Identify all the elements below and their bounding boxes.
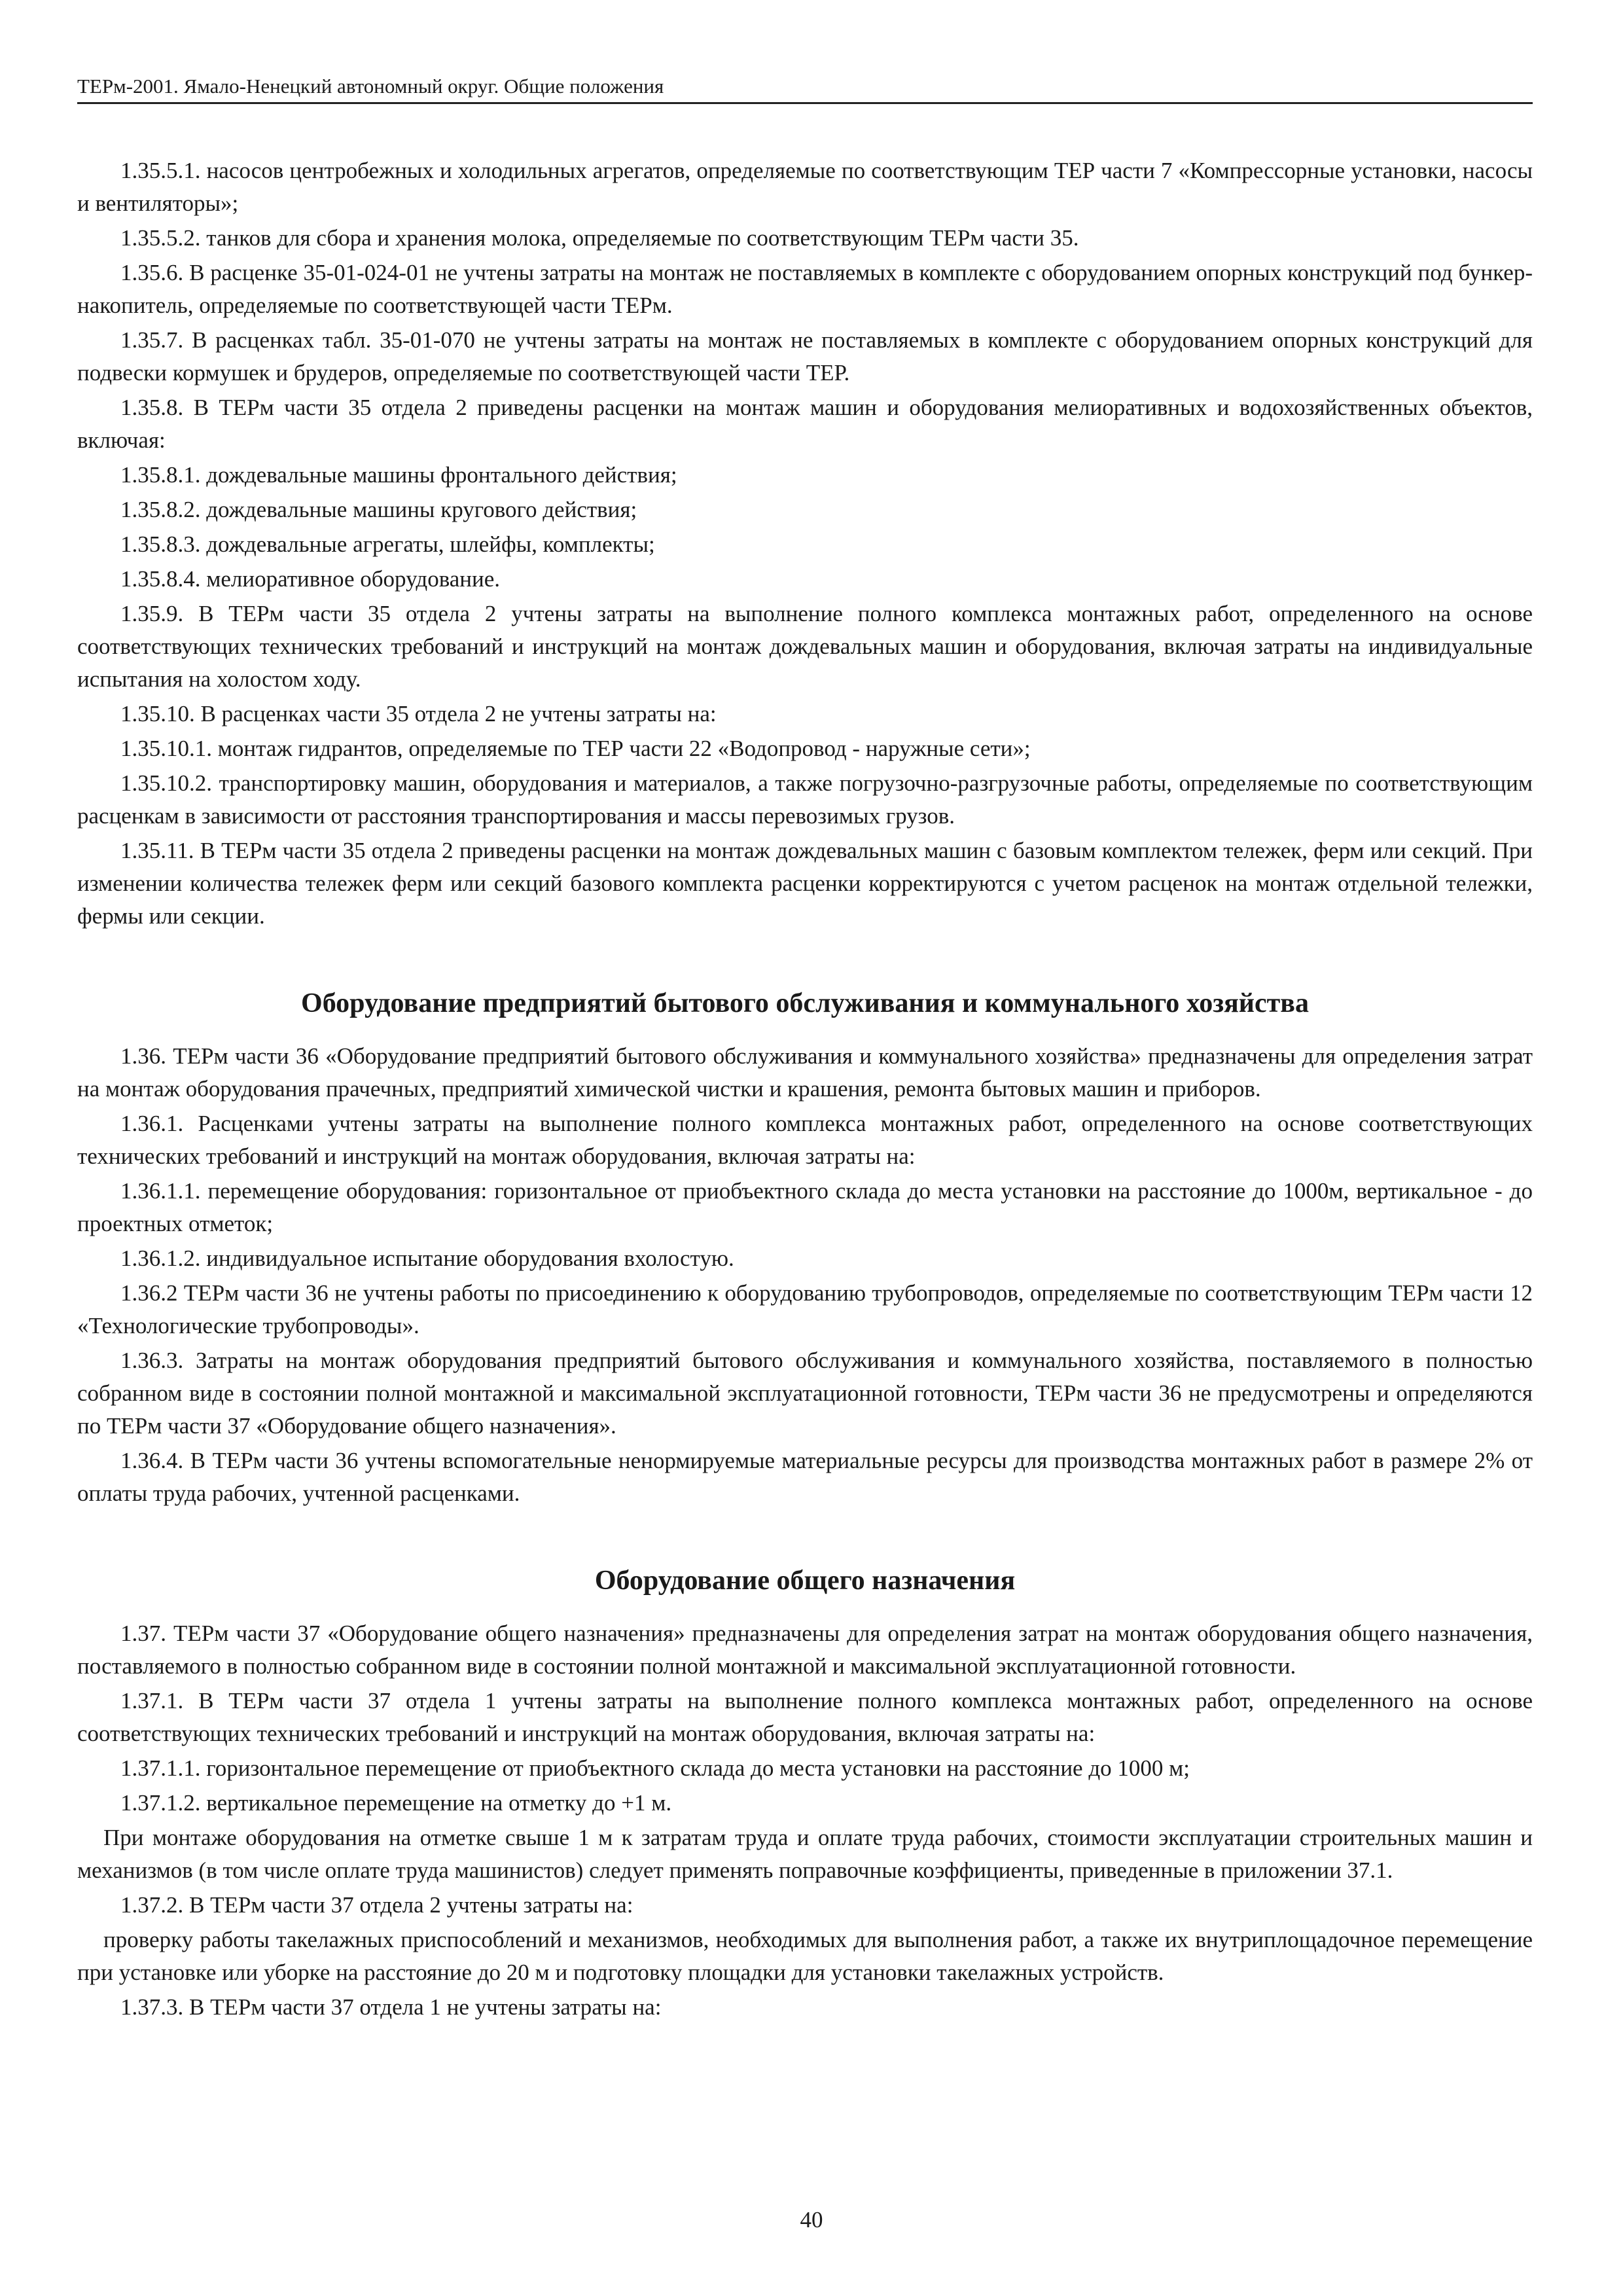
paragraph: 1.35.11. В ТЕРм части 35 отдела 2 приведены расценки на монтаж дождевальных машин с базовым комплектом тележек, ферм или секций. При изменении количества тележек ферм или секций базового комплекта расценки корректируются с учетом расценок на монтаж отдельной тележки, фермы или секции. [77,838,1533,929]
page-number: 40 [800,2207,823,2233]
paragraph: 1.35.5.1. насосов центробежных и холодильных агрегатов, определяемые по соответствующим ТЕР части 7 «Компрессорные установки, насосы и вентиляторы»; [77,158,1533,216]
paragraph: 1.35.7. В расценках табл. 35-01-070 не учтены затраты на монтаж не поставляемых в комплекте с оборудованием опорных конструкций для подвески кормушек и брудеров, определяемые по соответствующей части ТЕР. [77,327,1533,386]
paragraph: 1.37.1.1. горизонтальное перемещение от приобъектного склада до места установки на расстояние до 1000 м; [120,1755,1190,1781]
paragraph: 1.35.8.1. дождевальные машины фронтального действия; [120,462,677,488]
section-heading-general-equipment: Оборудование общего назначения [594,1566,1016,1596]
paragraph: 1.35.9. В ТЕРм части 35 отдела 2 учтены затраты на выполнение полного комплекса монтажных работ, определенного на основе соответствующих технических требований и инструкций на монтаж дождевальных машин и оборудования, включая затраты на индивидуальные испытания на холостом ходу. [77,601,1533,692]
paragraph: 1.36.1.2. индивидуальное испытание оборудования вхолостую. [120,1246,734,1271]
paragraph: проверку работы такелажных приспособлений и механизмов, необходимых для выполнения работ, а также их внутриплощадочное перемещение при установке или уборке на расстояние до 20 м и подготовку площадки для установки такелажных устройств. [77,1927,1533,1985]
section-1-36 [77,1040,1533,1510]
paragraph: 1.36.3. Затраты на монтаж оборудования предприятий бытового обслуживания и коммунального хозяйства, поставляемого в полностью собранном виде в состоянии полной монтажной и максимальной эксплуатационной готовности, ТЕРм части 36 не предусмотрены и определяются по ТЕРм части 37 «Оборудование общего назначения». [77,1348,1533,1439]
paragraph: 1.35.8.3. дождевальные агрегаты, шлейфы, комплекты; [120,531,655,557]
paragraph: 1.35.6. В расценке 35-01-024-01 не учтены затраты на монтаж не поставляемых в комплекте с оборудованием опорных конструкций под бункер-накопитель, определяемые по соответствующей части ТЕРм. [77,260,1533,318]
section-heading-consumer-services: Оборудование предприятий бытового обслуживания и коммунального хозяйства [301,988,1309,1018]
paragraph: 1.37.3. В ТЕРм части 37 отдела 1 не учтены затраты на: [120,1994,662,2020]
paragraph: 1.36.2 ТЕРм части 36 не учтены работы по присоединению к оборудованию трубопроводов, определяемые по соответствующим ТЕРм части 12 «Технологические трубопроводы». [77,1280,1533,1338]
paragraph: 1.36. ТЕРм части 36 «Оборудование предприятий бытового обслуживания и коммунального хозяйства» предназначены для определения затрат на монтаж оборудования прачечных, предприятий химической чистки и крашения, ремонта бытовых машин и приборов. [77,1043,1533,1102]
paragraph: 1.35.8. В ТЕРм части 35 отдела 2 приведены расценки на монтаж машин и оборудования мелиоративных и водохозяйственных объектов, включая: [77,395,1533,453]
paragraph: 1.36.1.1. перемещение оборудования: горизонтальное от приобъектного склада до места установки на расстояние до 1000м, вертикальное - до проектных отметок; [77,1178,1533,1236]
section-1-35 [77,154,1533,933]
paragraph: 1.35.10.1. монтаж гидрантов, определяемые по ТЕР части 22 «Водопровод - наружные сети»; [120,736,1031,761]
paragraph: 1.37.2. В ТЕРм части 37 отдела 2 учтены затраты на: [120,1892,633,1918]
paragraph: 1.37.1.2. вертикальное перемещение на отметку до +1 м. [120,1790,672,1816]
paragraph: 1.35.8.2. дождевальные машины кругового действия; [120,497,637,522]
paragraph: 1.36.4. В ТЕРм части 36 учтены вспомогательные ненормируемые материальные ресурсы для производства монтажных работ в размере 2% от оплаты труда рабочих, учтенной расценками. [77,1448,1533,1506]
paragraph: При монтаже оборудования на отметке свыше 1 м к затратам труда и оплате труда рабочих, стоимости эксплуатации строительных машин и механизмов (в том числе оплате труда машинистов) следует применять поправочные коэффициенты, приведенные в приложении 37.1. [77,1825,1533,1883]
running-header: ТЕРм-2001. Ямало-Ненецкий автономный округ. Общие положения [77,73,1533,104]
paragraph: 1.35.8.4. мелиоративное оборудование. [120,566,501,592]
section-1-37 [77,1617,1533,2024]
document-body [77,154,1533,2026]
paragraph: 1.35.5.2. танков для сбора и хранения молока, определяемые по соответствующим ТЕРм части 35. [120,225,1079,251]
paragraph: 1.36.1. Расценками учтены затраты на выполнение полного комплекса монтажных работ, определенного на основе соответствующих технических требований и инструкций на монтаж оборудования, включая затраты на: [77,1111,1533,1169]
paragraph: 1.37.1. В ТЕРм части 37 отдела 1 учтены затраты на выполнение полного комплекса монтажных работ, определенного на основе соответствующих технических требований и инструкций на монтаж оборудования, включая затраты на: [77,1688,1533,1746]
paragraph: 1.35.10.2. транспортировку машин, оборудования и материалов, а также погрузочно-разгрузочные работы, определяемые по соответствующим расценкам в зависимости от расстояния транспортирования и массы перевозимых грузов. [77,770,1533,829]
paragraph: 1.35.10. В расценках части 35 отдела 2 не учтены затраты на: [120,701,717,726]
paragraph: 1.37. ТЕРм части 37 «Оборудование общего назначения» предназначены для определения затрат на монтаж оборудования общего назначения, поставляемого в полностью собранном виде в состоянии полной монтажной и максимальной эксплуатационной готовности. [77,1621,1533,1679]
